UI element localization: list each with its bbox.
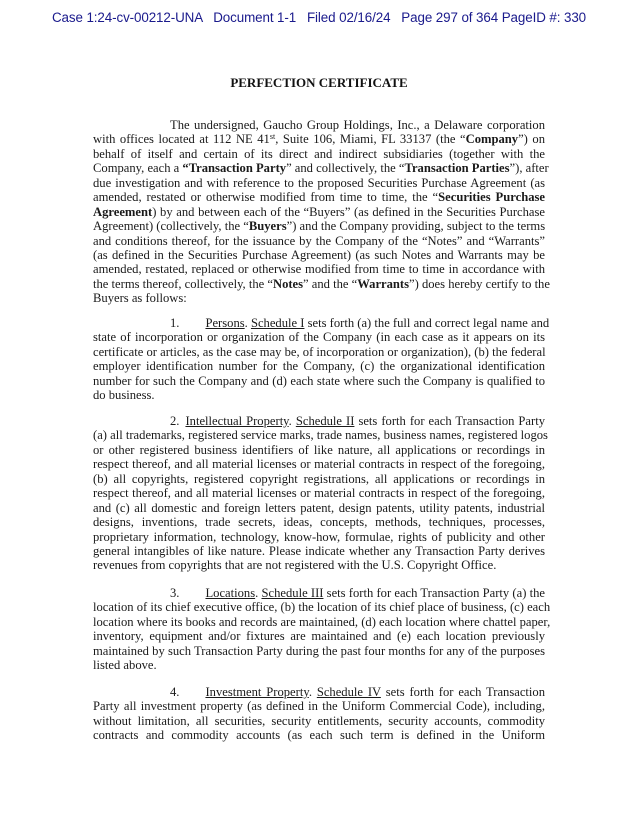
section-heading: Persons	[205, 316, 245, 330]
defined-term: “Transaction Party	[182, 161, 287, 176]
intro-line: with offices located at 112 NE 41st, Suite 106, Miami, FL 33137 (the “Company”) on	[93, 132, 546, 147]
section-line: and (c) all domestic and foreign letters patent, design patents, utility patents, industrial	[93, 500, 545, 515]
defined-term: Agreement	[93, 204, 153, 219]
section-line: employer identification number for the Company, (c) the organizational identification	[93, 359, 545, 374]
section-number: 1.	[170, 316, 180, 330]
section-line: (a) all trademarks, registered service marks, trade names, business names, registered logos	[93, 428, 548, 443]
section-line: do business.	[93, 388, 155, 403]
section-line: location of its chief executive office, (b) the location of its chief place of business, (c) each	[93, 600, 551, 615]
section-investment-property	[93, 685, 545, 743]
section-line: without limitation, all securities, security entitlements, security accounts, commodity	[93, 713, 545, 728]
section-heading: Investment Property	[205, 685, 309, 699]
defined-term: Warrants	[357, 276, 410, 291]
section-line: proprietary information, technology, know-how, formulae, rights of publicity and other	[93, 529, 545, 544]
section-line: listed above.	[93, 658, 157, 673]
page-title: PERFECTION CERTIFICATE	[230, 75, 408, 90]
section-line: number for such the Company and (d) each state where such the Company is qualified to	[93, 373, 545, 388]
intro-line: Company, each a “Transaction Party” and collectively, the “Transaction Parties”), after	[93, 161, 549, 176]
intro-line: the terms thereof, collectively, the “Notes” and the “Warrants”) does hereby certify to the	[93, 276, 550, 291]
section-line: respect thereof, and all material licenses or material contracts in respect of the foregoing,	[93, 457, 545, 472]
section-line: respect thereof, and all material licenses or material contracts in respect of the foregoing,	[93, 486, 545, 501]
section-first-line: 3. Locations. Schedule III sets forth for each Transaction Party (a) the	[170, 586, 546, 600]
intro-line: and conditions thereof, for the issuance by the Company of the “Notes” and “Warrants”	[93, 233, 545, 248]
section-number: 2.	[170, 414, 180, 428]
defined-term: Company	[465, 132, 519, 147]
section-line: inventory, equipment and/or fixtures are maintained and (e) each location previously	[93, 629, 545, 644]
section-line: certificate or articles, as the case may be, of incorporation or organization), (b) the federal	[93, 344, 546, 359]
section-line: state of incorporation or organization of the Company (in each case as it appears on its	[93, 330, 545, 345]
section-line: maintained by such Transaction Party during the past four months for any of the purposes	[93, 643, 545, 658]
intro-paragraph	[93, 118, 550, 306]
section-line: location where its books and records are maintained, (d) each location where chattel paper,	[93, 614, 551, 629]
intro-line: Agreement) by and between each of the “Buyers” (as defined in the Securities Purchase	[93, 204, 545, 219]
defined-term: Notes	[272, 276, 304, 291]
section-intellectual-property	[93, 414, 548, 573]
schedule-reference: Schedule III	[261, 586, 324, 600]
section-line: or other registered business identifiers of like nature, all applications or recordings in	[93, 442, 545, 457]
section-line: general intangibles of like nature. Please indicate whether any Transaction Party derives	[93, 543, 545, 558]
section-line: (b) all copyrights, registered copyright registrations, all applications or recordings in	[93, 471, 545, 486]
section-first-line: 1. Persons. Schedule I sets forth (a) the full and correct legal name and	[170, 316, 550, 330]
intro-line: behalf of itself and certain of its direct and indirect subsidiaries (together with the	[93, 146, 545, 161]
section-heading: Locations	[205, 586, 256, 600]
section-locations	[93, 586, 551, 673]
section-line: contracts and commodity accounts (as each such term is defined in the Uniform	[93, 728, 545, 743]
intro-line: due investigation and with reference to the proposed Securities Purchase Agreement (as	[93, 175, 545, 190]
defined-term: Securities Purchase	[438, 190, 545, 205]
section-number: 4.	[170, 685, 180, 699]
section-first-line: 2. Intellectual Property. Schedule II sets forth for each Transaction Party	[170, 414, 546, 428]
intro-line: amended, restated or otherwise modified from time to time, the “Securities Purchase	[93, 190, 545, 205]
defined-term: Buyers	[248, 219, 287, 234]
section-line: revenues from copyrights that are not registered with the U.S. Copyright Office.	[93, 558, 497, 573]
intro-line: Buyers as follows:	[93, 291, 187, 306]
schedule-reference: Schedule IV	[316, 685, 381, 699]
schedule-reference: Schedule II	[295, 414, 355, 428]
section-heading: Intellectual Property	[185, 414, 289, 428]
schedule-reference: Schedule I	[250, 316, 305, 330]
section-line: designs, inventions, trade secrets, ideas, concepts, methods, techniques, processes,	[93, 515, 545, 530]
intro-line: Agreement) (collectively, the “Buyers”) and the Company providing, subject to the terms	[93, 219, 546, 234]
section-persons	[93, 316, 550, 403]
section-number: 3.	[170, 586, 180, 600]
court-filing-header: Case 1:24-cv-00212-UNA Document 1-1 Filed 02/16/24 Page 297 of 364 PageID #: 330	[51, 10, 587, 25]
defined-term: Transaction Parties	[404, 161, 510, 176]
intro-line: The undersigned, Gaucho Group Holdings, Inc., a Delaware corporation	[170, 118, 545, 132]
section-line: Party all investment property (as defined in the Uniform Commercial Code), including,	[93, 699, 545, 714]
intro-line: (as defined in the Securities Purchase Agreement) (as such Notes and Warrants may be	[93, 247, 545, 262]
section-first-line: 4. Investment Property. Schedule IV sets forth for each Transaction	[170, 685, 546, 699]
intro-line: amended, restated, replaced or otherwise modified from time to time in accordance with	[93, 262, 545, 277]
